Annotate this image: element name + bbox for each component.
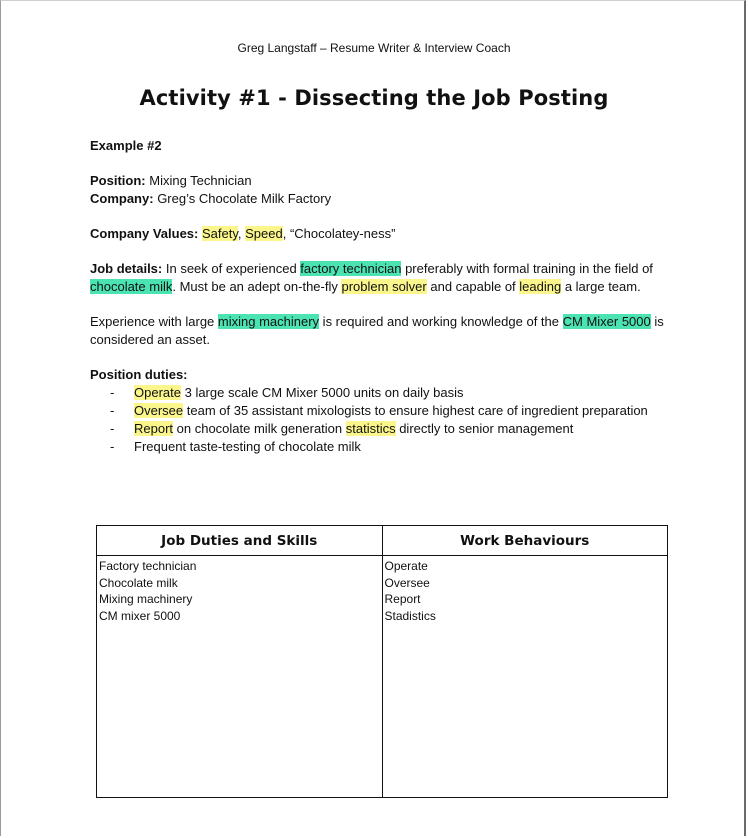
list-item xyxy=(134,384,670,402)
list-item xyxy=(134,402,670,420)
position-label: Position: xyxy=(90,173,146,188)
job-details-label: Job details: xyxy=(90,261,163,276)
company-values-label: Company Values: xyxy=(90,226,199,241)
table-row: Oversee xyxy=(384,575,430,590)
job-details-paragraph xyxy=(90,260,670,296)
duty-text: on chocolate milk generation xyxy=(173,421,346,436)
job-details-text: preferably with formal training in the field of xyxy=(401,261,653,276)
highlight-mixing-machinery: mixing machinery xyxy=(217,314,320,329)
highlight-statistics: statistics xyxy=(345,421,396,436)
table-row: Chocolate milk xyxy=(99,575,178,590)
job-details-text: . Must be an adept on-the-fly xyxy=(172,279,342,294)
duty-text: Frequent taste-testing of chocolate milk xyxy=(134,439,361,454)
experience-text: Experience with large xyxy=(90,314,218,329)
skills-behaviours-table xyxy=(96,525,668,798)
value-speed: Speed xyxy=(245,226,283,241)
values-comma: , xyxy=(237,226,246,241)
document-body xyxy=(90,137,670,456)
table-row: Factory technician xyxy=(99,559,197,573)
job-details-text: and capable of xyxy=(426,279,520,294)
highlight-factory-technician: factory technician xyxy=(300,261,402,276)
example-label: Example #2 xyxy=(90,138,162,153)
values-rest: , “Chocolatey-ness” xyxy=(282,226,396,241)
company-line xyxy=(90,190,670,208)
value-safety: Safety xyxy=(202,226,238,241)
highlight-oversee: Oversee xyxy=(134,403,184,418)
list-item xyxy=(134,438,670,456)
job-details-text: a large team. xyxy=(561,279,641,294)
duty-text: directly to senior management xyxy=(395,421,574,436)
table-row: Mixing machinery xyxy=(99,592,193,606)
column-header-job-duties: Job Duties and Skills xyxy=(97,526,383,556)
table-row: Report xyxy=(384,592,421,606)
experience-text: is considered an asset. xyxy=(90,314,664,347)
experience-paragraph xyxy=(90,313,670,349)
experience-text: is required and working knowledge of the xyxy=(319,314,563,329)
company-value: Greg’s Chocolate Milk Factory xyxy=(157,191,332,206)
list-item xyxy=(134,420,670,438)
company-values-line xyxy=(90,225,670,243)
duties-list xyxy=(90,384,670,456)
position-duties-label: Position duties: xyxy=(90,367,188,382)
duty-text: 3 large scale CM Mixer 5000 units on daily basis xyxy=(180,385,464,400)
table-row: Operate xyxy=(384,559,428,573)
work-behaviours-cell[interactable] xyxy=(382,556,668,798)
table-row: CM mixer 5000 xyxy=(99,608,181,623)
highlight-leading: leading xyxy=(519,279,562,294)
job-details-text: In seek of experienced xyxy=(162,261,301,276)
position-value: Mixing Technician xyxy=(149,173,252,188)
highlight-problem-solver: problem solver xyxy=(341,279,427,294)
page-title: Activity #1 - Dissecting the Job Posting xyxy=(139,86,609,110)
highlight-chocolate-milk: chocolate milk xyxy=(90,279,173,294)
table-row: Stadistics xyxy=(384,608,436,623)
highlight-operate: Operate xyxy=(134,385,181,400)
column-header-work-behaviours: Work Behaviours xyxy=(382,526,668,556)
job-duties-cell[interactable] xyxy=(97,556,383,798)
document-header: Greg Langstaff – Resume Writer & Interview Coach xyxy=(237,41,511,55)
duty-text: team of 35 assistant mixologists to ensure highest care of ingredient preparation xyxy=(183,403,648,418)
company-label: Company: xyxy=(90,191,154,206)
position-line xyxy=(90,172,670,190)
highlight-cm-mixer: CM Mixer 5000 xyxy=(562,314,651,329)
highlight-report: Report xyxy=(134,421,174,436)
